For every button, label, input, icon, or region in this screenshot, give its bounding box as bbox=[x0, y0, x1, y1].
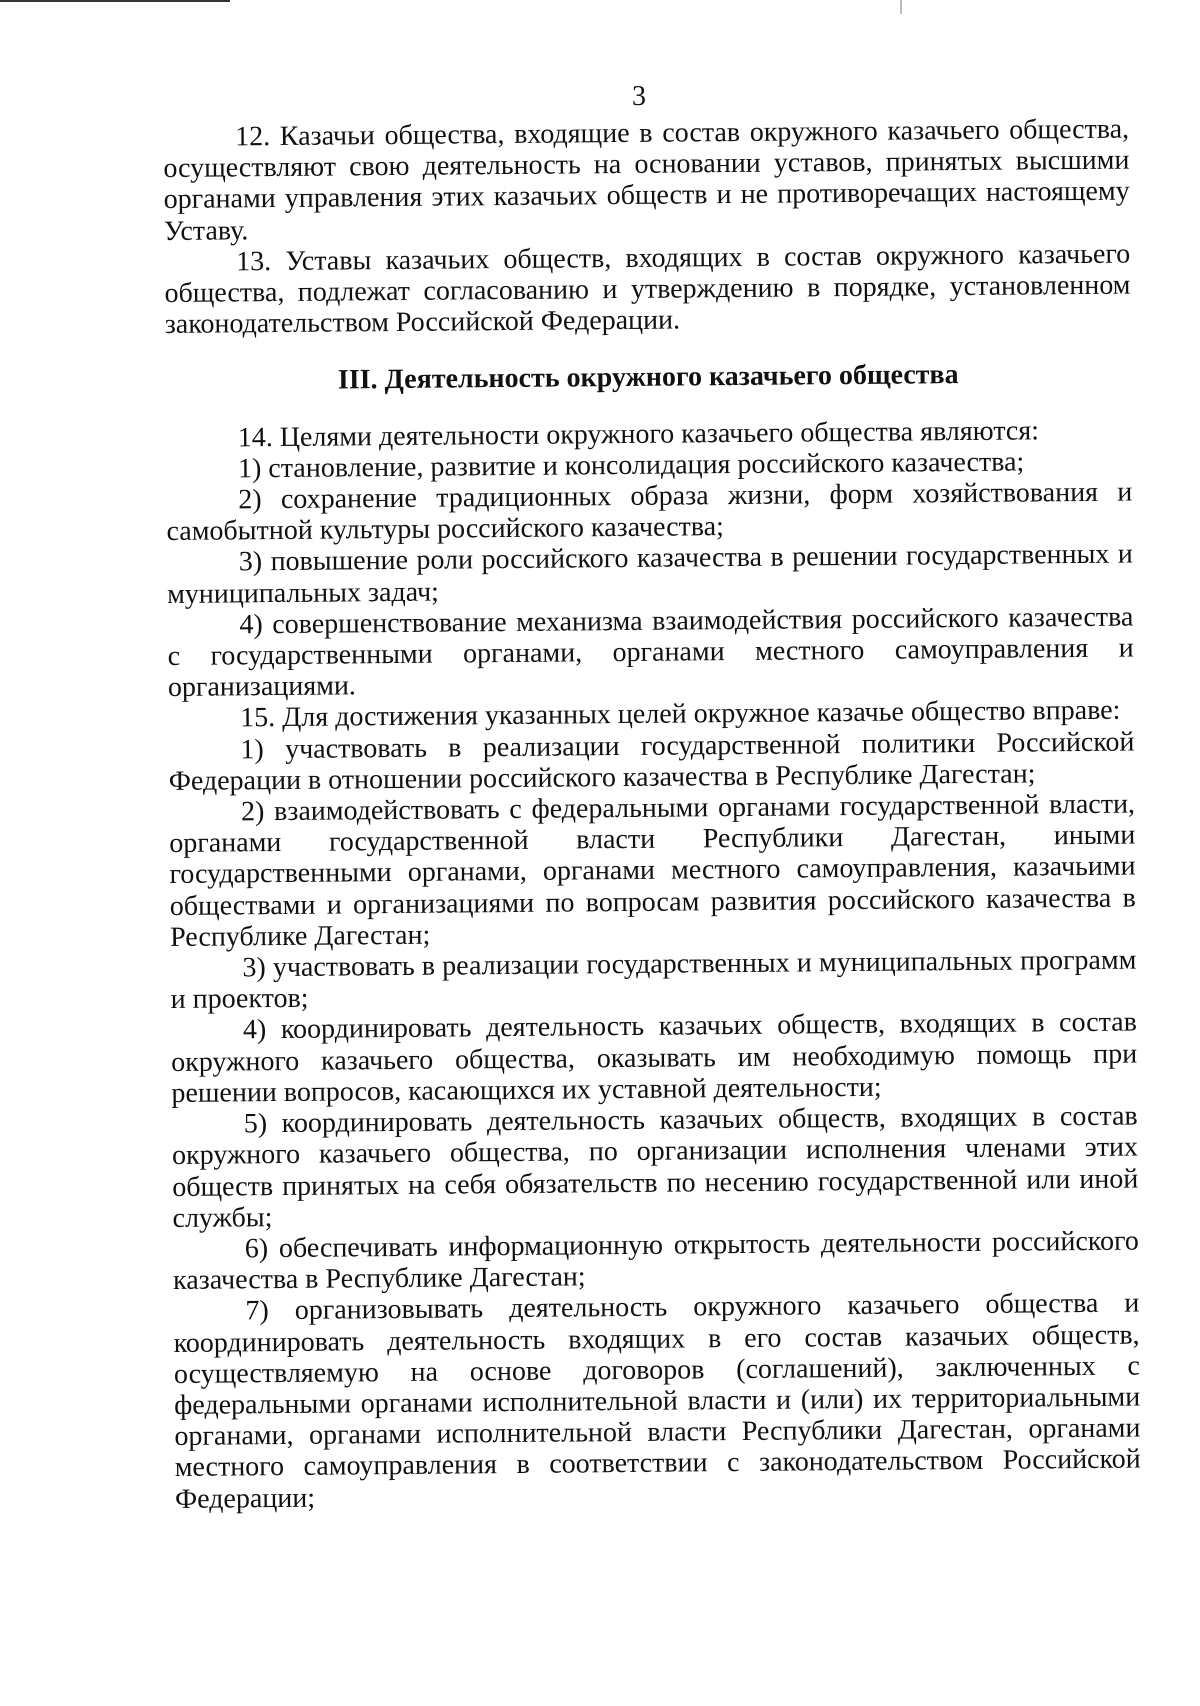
paragraph-14-item-3: 3) повышение роли российского казачества в решении государственных и муниципальных задач; bbox=[166, 538, 1133, 610]
section-heading: III. Деятельность окружного казачьего общества bbox=[337, 359, 959, 396]
document-body bbox=[163, 114, 1141, 1515]
paragraph-15: 15. Для достижения указанных целей окружное казачье общество вправе: bbox=[240, 695, 1121, 734]
paragraph-15-item-5: 5) координировать деятельность казачьих обществ, входящих в состав окружного казачьего общества, по организации исполнения членами этих обществ принятых на себя обязательств по несению государственной или иной службы; bbox=[171, 1100, 1139, 1234]
paragraph-14: 14. Целями деятельности окружного казачьего общества являются: bbox=[237, 414, 1040, 453]
scan-edge-mark bbox=[0, 0, 230, 2]
paragraph-15-item-1: 1) участвовать в реализации государственной политики Российской Федерации в отношении российского казачества в Республике Дагестан; bbox=[168, 726, 1135, 797]
scan-edge-mark bbox=[900, 0, 902, 14]
paragraph-15-item-3: 3) участвовать в реализации государственных и муниципальных программ и проектов; bbox=[170, 944, 1137, 1016]
paragraph-15-item-7: 7) организовывать деятельность окружного казачьего общества и координировать деятельность входящих в его состав казачьих обществ, осуществляемую на основе договоров (соглашений), заключенных с федеральными органами исполнительной власти и (или) их территориальными органами, органами исполнительной власти Республики Дагестан, органами местного самоуправления в соответствии с законодательством Российской Федерации; bbox=[173, 1287, 1141, 1515]
page-number: 3 bbox=[632, 81, 646, 112]
paragraph-15-item-2: 2) взаимодействовать с федеральными органами государственной власти, органами государственной власти Республики Дагестан, иными государственными органами, органами местного самоуправления, казачьими обществами и организациями по вопросам развития российского казачества в Республике Дагестан; bbox=[169, 788, 1136, 953]
paragraph-12: 12. Казачьи общества, входящие в состав окружного казачьего общества, осуществляют свою деятельность на основании уставов, принятых высшими органами управления этих казачьих обществ и не противоречащих настоящему Уставу. bbox=[163, 113, 1130, 247]
paragraph-14-item-4: 4) совершенствование механизма взаимодействия российского казачества с государственными органами, органами местного самоуправления и организациями. bbox=[167, 601, 1134, 704]
paragraph-15-item-4: 4) координировать деятельность казачьих обществ, входящих в состав окружного казачьего общества, оказывать им необходимую помощь при решении вопросов, касающихся их уставной деятельности; bbox=[171, 1007, 1138, 1109]
paragraph-14-item-1: 1) становление, развитие и консолидация российского казачества; bbox=[237, 446, 1025, 485]
paragraph-15-item-6: 6) обеспечивать информационную открытость деятельности российского казачества в Республике Дагестан; bbox=[172, 1225, 1139, 1297]
paragraph-14-item-2: 2) сохранение традиционных образа жизни, форм хозяйствования и самобытной культуры российского казачества; bbox=[166, 476, 1133, 548]
paragraph-13: 13. Уставы казачьих обществ, входящих в состав окружного казачьего общества, подлежат согласованию и утверждению в порядке, установленном законодательством Российской Федерации. bbox=[164, 238, 1131, 341]
